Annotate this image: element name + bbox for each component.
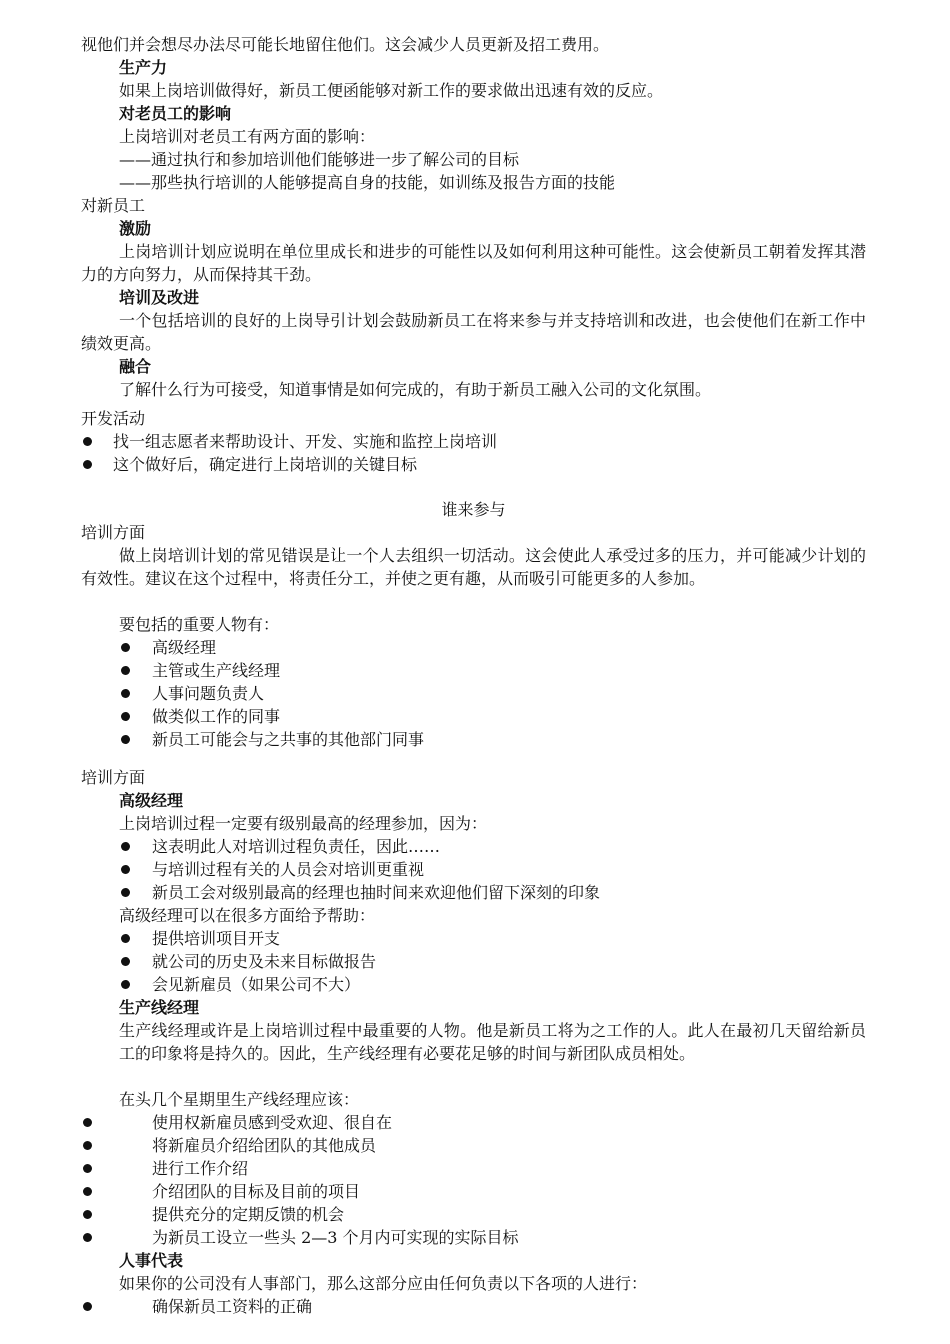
bullet-icon (121, 666, 130, 675)
list-item: 进行工作介绍 (81, 1157, 866, 1180)
list-item: 与培训过程有关的人员会对培训更重视 (81, 858, 866, 881)
section-roles (81, 766, 866, 1318)
dash-item: ——那些执行培训的人能够提高自身的技能，如训练及报告方面的技能 (119, 173, 616, 192)
list-item: 会见新雇员（如果公司不大） (81, 973, 866, 996)
paragraph-line: 高级经理可以在很多方面给予帮助： (119, 906, 376, 925)
list-item: 人事问题负责人 (81, 682, 866, 705)
subheading: 培训方面 (81, 768, 146, 787)
paragraph-line: 视他们并会想尽办法尽可能长地留住他们。这会减少人员更新及招工费用。 (81, 35, 610, 54)
paragraph-productivity: 如果上岗培训做得好，新员工便函能够对新工作的要求做出迅速有效的反应。 (119, 81, 664, 100)
heading-productivity: 生产力 (119, 58, 168, 77)
list-item: 找一组志愿者来帮助设计、开发、实施和监控上岗培训 (81, 430, 866, 453)
bullet-icon (83, 1141, 92, 1150)
list-item: 主管或生产线经理 (81, 659, 866, 682)
heading-senior-manager: 高级经理 (119, 791, 184, 810)
list-item: 将新雇员介绍给团队的其他成员 (81, 1134, 866, 1157)
dash-item: ——通过执行和参加培训他们能够进一步了解公司的目标 (119, 150, 520, 169)
page-title: 谁来参与 (441, 500, 506, 519)
bullet-icon (121, 712, 130, 721)
bullet-icon (83, 1187, 92, 1196)
paragraph-old-staff: 上岗培训对老员工有两方面的影响： (119, 127, 376, 146)
section-title: 开发活动 (81, 409, 146, 428)
bullet-icon (83, 1164, 92, 1173)
list-item: 确保新员工资料的正确 (81, 1295, 866, 1318)
paragraph-line: 要包括的重要人物有： (119, 615, 280, 634)
bullet-icon (121, 842, 130, 851)
list-item: 这个做好后，确定进行上岗培训的关键目标 (81, 453, 866, 476)
paragraph-motivation: 上岗培训计划应说明在单位里成长和进步的可能性以及如何利用这种可能性。这会使新员工朝着发挥其潜力的方向努力，从而保持其干劲。 (81, 242, 866, 284)
heading-integration: 融合 (119, 357, 152, 376)
bullet-icon (83, 1118, 92, 1127)
bullet-icon (121, 934, 130, 943)
list-item: 为新员工设立一些头 2—3 个月内可实现的实际目标 (81, 1226, 866, 1249)
section-participants (81, 498, 866, 751)
list-item: 新员工可能会与之共事的其他部门同事 (81, 728, 866, 751)
paragraph-line: 如果你的公司没有人事部门，那么这部分应由任何负责以下各项的人进行： (119, 1274, 648, 1293)
paragraph-line-manager: 生产线经理或许是上岗培训过程中最重要的人物。他是新员工将为之工作的人。此人在最初几天留给新员工的印象将是持久的。因此，生产线经理有必要花足够的时间与新团队成员相处。 (119, 1021, 866, 1063)
bullet-icon (83, 437, 92, 446)
heading-line-manager: 生产线经理 (119, 998, 200, 1017)
bullet-icon (83, 1302, 92, 1311)
paragraph-line: 在头几个星期里生产线经理应该： (119, 1090, 360, 1109)
list-item: 提供培训项目开支 (81, 927, 866, 950)
bullet-icon (121, 888, 130, 897)
heading-old-staff: 对老员工的影响 (119, 104, 232, 123)
list-item: 使用权新雇员感到受欢迎、很自在 (81, 1111, 866, 1134)
bullet-icon (121, 980, 130, 989)
list-item: 提供充分的定期反馈的机会 (81, 1203, 866, 1226)
subheading-new-staff: 对新员工 (81, 196, 146, 215)
list-item: 高级经理 (81, 636, 866, 659)
heading-motivation: 激励 (119, 219, 152, 238)
list-item: 这表明此人对培训过程负责任，因此…… (81, 835, 866, 858)
paragraph-integration: 了解什么行为可接受，知道事情是如何完成的，有助于新员工融入公司的文化氛围。 (119, 380, 712, 399)
list-item: 介绍团队的目标及目前的项目 (81, 1180, 866, 1203)
list-item: 做类似工作的同事 (81, 705, 866, 728)
bullet-icon (83, 460, 92, 469)
bullet-icon (121, 643, 130, 652)
bullet-icon (121, 957, 130, 966)
bullet-icon (121, 689, 130, 698)
bullet-icon (83, 1233, 92, 1242)
section-benefits (81, 33, 866, 401)
bullet-icon (83, 1210, 92, 1219)
section-development (81, 407, 866, 476)
heading-hr-representative: 人事代表 (119, 1251, 184, 1270)
paragraph: 做上岗培训计划的常见错误是让一个人去组织一切活动。这会使此人承受过多的压力，并可能减少计划的有效性。建议在这个过程中，将责任分工，并使之更有趣，从而吸引可能更多的人参加。 (81, 546, 866, 588)
list-item: 新员工会对级别最高的经理也抽时间来欢迎他们留下深刻的印象 (81, 881, 866, 904)
heading-training-improvement: 培训及改进 (119, 288, 200, 307)
bullet-icon (121, 735, 130, 744)
list-item: 就公司的历史及未来目标做报告 (81, 950, 866, 973)
paragraph-line: 上岗培训过程一定要有级别最高的经理参加，因为： (119, 814, 488, 833)
subheading: 培训方面 (81, 523, 146, 542)
bullet-icon (121, 865, 130, 874)
paragraph-training-improvement: 一个包括培训的良好的上岗导引计划会鼓励新员工在将来参与并支持培训和改进，也会使他们在新工作中绩效更高。 (81, 311, 866, 353)
